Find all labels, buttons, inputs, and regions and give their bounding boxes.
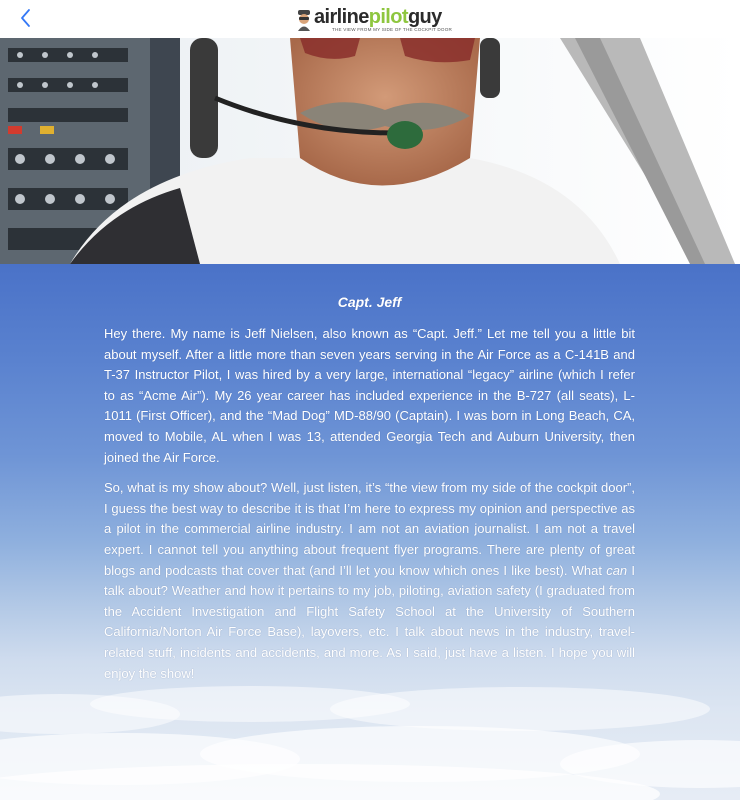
sky-background: [0, 264, 740, 800]
bio-paragraph-2: [104, 478, 635, 684]
bio-content: [104, 294, 635, 694]
hero-image: [0, 38, 740, 264]
bio-paragraph-2-part-2: I talk about? Weather and how it pertains to my job, piloting, aviation safety (I graduated from the Accident Investigation and Flight Safety School at the University of Southern California/Norton Air Force Base), layovers, etc. I talk about news in the industry, travel-related stuff, incidents and accidents, and more. As I said, just have a listen. I hope you will enjoy the show!: [104, 562, 635, 681]
logo-part-guy: guy: [407, 6, 442, 28]
chevron-left-icon[interactable]: [14, 6, 38, 30]
logo-tagline: THE VIEW FROM MY SIDE OF THE COCKPIT DOOR: [332, 27, 452, 32]
pilot-cockpit-photo: [0, 38, 740, 264]
airlinepilotguy-logo: [296, 6, 452, 33]
bio-title: Capt. Jeff: [337, 294, 402, 310]
pilot-head-icon: [296, 9, 312, 31]
logo-part-airline: airline: [314, 6, 369, 28]
bio-paragraph-2-part-1: So, what is my show about? Well, just listen, it’s “the view from my side of the cockpit door”, I guess the best way to describe it is that I’m here to express my opinion and perspective as a pilot in the commercial airline industry. I am not an aviation journalist. I am not a travel expert. I cannot tell you anything about frequent flyer programs. There are plenty of great blogs and podcasts that cover that (and I’ll let you know which ones I like best). What: [104, 480, 635, 578]
top-nav-bar: [0, 0, 740, 38]
bio-paragraph-1: Hey there. My name is Jeff Nielsen, also known as “Capt. Jeff.” Let me tell you a little bit about myself. After a little more than seven years serving in the Air Force as a C-141B and T-37 Instructor Pilot, I was hired by a very large, international “legacy” airline (which I refer to as “Acme Air”). My 26 year career has included experience in the B-727 (all seats), L-1011 (First Officer), and the “Mad Dog” MD-88/90 (Captain). I was born in Long Beach, CA, moved to Mobile, AL when I was 13, attended Georgia Tech and Auburn University, then joined the Air Force.: [104, 326, 635, 465]
bio-paragraph-2-emphasis: can: [606, 562, 628, 578]
logo-part-pilot: pilot: [368, 6, 408, 28]
logo-wordmark: [314, 7, 442, 27]
